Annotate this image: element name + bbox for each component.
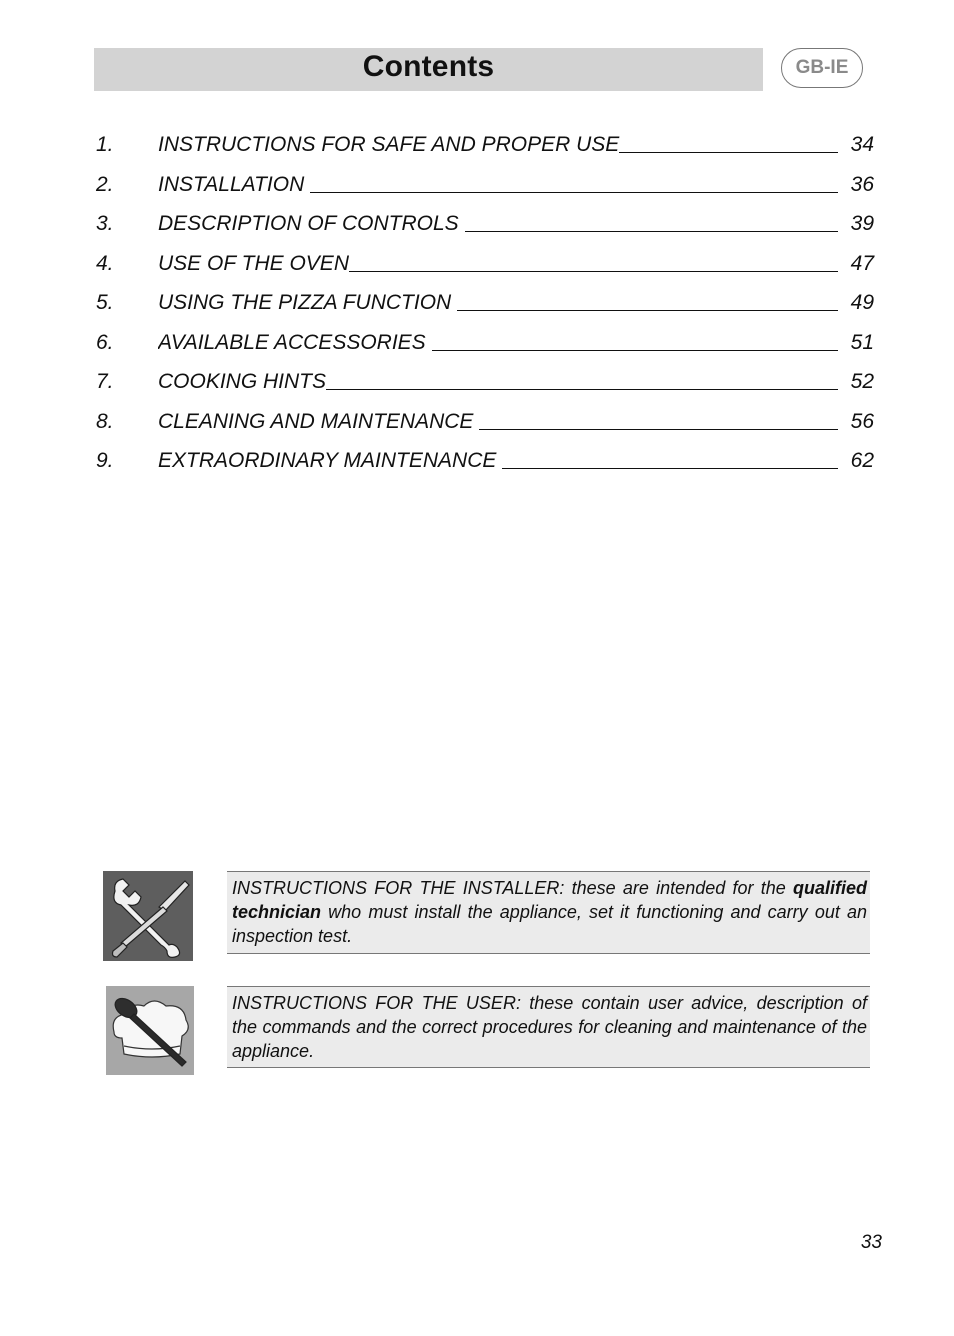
toc-entry-number: 3.	[96, 212, 114, 235]
toc-leader-line	[349, 271, 838, 272]
toc-entry[interactable]	[96, 443, 874, 483]
user-instructions-note: INSTRUCTIONS FOR THE USER: these contain user advice, description of the commands and the correct procedures for cleaning and maintenance of the appliance.	[227, 986, 870, 1068]
toc-entry-label: DESCRIPTION OF CONTROLS	[158, 212, 459, 235]
toc-entry[interactable]	[96, 285, 874, 325]
toc-entry[interactable]	[96, 364, 874, 404]
installer-note-text: INSTRUCTIONS FOR THE INSTALLER: these are intended for the	[232, 878, 793, 898]
toc-entry[interactable]	[96, 167, 874, 207]
toc-entry-number: 8.	[96, 409, 114, 433]
toc-entry-page: 51	[850, 330, 874, 354]
toc-entry-label: AVAILABLE ACCESSORIES	[158, 330, 426, 354]
toc-entry-page: 47	[850, 251, 874, 275]
toc-entry-label: EXTRAORDINARY MAINTENANCE	[158, 449, 497, 472]
toc-entry-number: 9.	[96, 449, 114, 472]
toc-leader-line	[326, 389, 838, 390]
toc-leader-line	[479, 429, 838, 430]
toc-entry[interactable]	[96, 246, 874, 286]
toc-entry-label: USE OF THE OVEN	[158, 251, 349, 275]
installer-note-emphasis: qualified technician	[232, 878, 867, 922]
toc-entry-page: 39	[850, 212, 874, 235]
toc-entry[interactable]	[96, 206, 874, 246]
toc-entry-label: INSTRUCTIONS FOR SAFE AND PROPER USE	[158, 133, 620, 156]
chef-hat-spoon-icon	[106, 986, 194, 1075]
toc-leader-line	[310, 192, 838, 193]
toc-entry-number: 4.	[96, 251, 114, 275]
installer-note-text-rest: who must install the appliance, set it functioning and carry out an inspection test.	[232, 902, 867, 946]
toc-leader-line	[465, 231, 838, 232]
toc-entry-number: 7.	[96, 370, 114, 393]
toc-entry-number: 6.	[96, 330, 114, 354]
toc-entry-page: 36	[850, 172, 874, 196]
toc-entry-label: INSTALLATION	[158, 172, 305, 196]
toc-leader-line	[432, 350, 838, 351]
page-number: 33	[860, 1232, 882, 1253]
contents-title-bar	[94, 48, 763, 91]
toc-entry-page: 52	[850, 370, 874, 393]
table-of-contents	[96, 127, 874, 483]
toc-entry[interactable]	[96, 325, 874, 365]
installer-instructions-note	[227, 871, 870, 954]
toc-entry[interactable]	[96, 404, 874, 444]
toc-entry-number: 2.	[96, 172, 114, 196]
toc-entry-page: 49	[850, 291, 874, 314]
page-title: Contents	[362, 49, 495, 83]
toc-entry-label: USING THE PIZZA FUNCTION	[158, 291, 452, 314]
toc-entry[interactable]	[96, 127, 874, 167]
toc-entry-page: 56	[850, 409, 874, 433]
toc-leader-line	[619, 152, 838, 153]
toc-entry-page: 62	[850, 449, 874, 472]
toc-entry-number: 1.	[96, 133, 114, 156]
toc-entry-label: COOKING HINTS	[158, 370, 327, 393]
toc-leader-line	[502, 468, 838, 469]
language-badge: GB-IE	[781, 48, 863, 88]
tools-icon	[103, 871, 193, 961]
toc-leader-line	[457, 310, 838, 311]
toc-entry-label: CLEANING AND MAINTENANCE	[158, 409, 474, 433]
toc-entry-number: 5.	[96, 291, 114, 314]
toc-entry-page: 34	[850, 133, 874, 156]
